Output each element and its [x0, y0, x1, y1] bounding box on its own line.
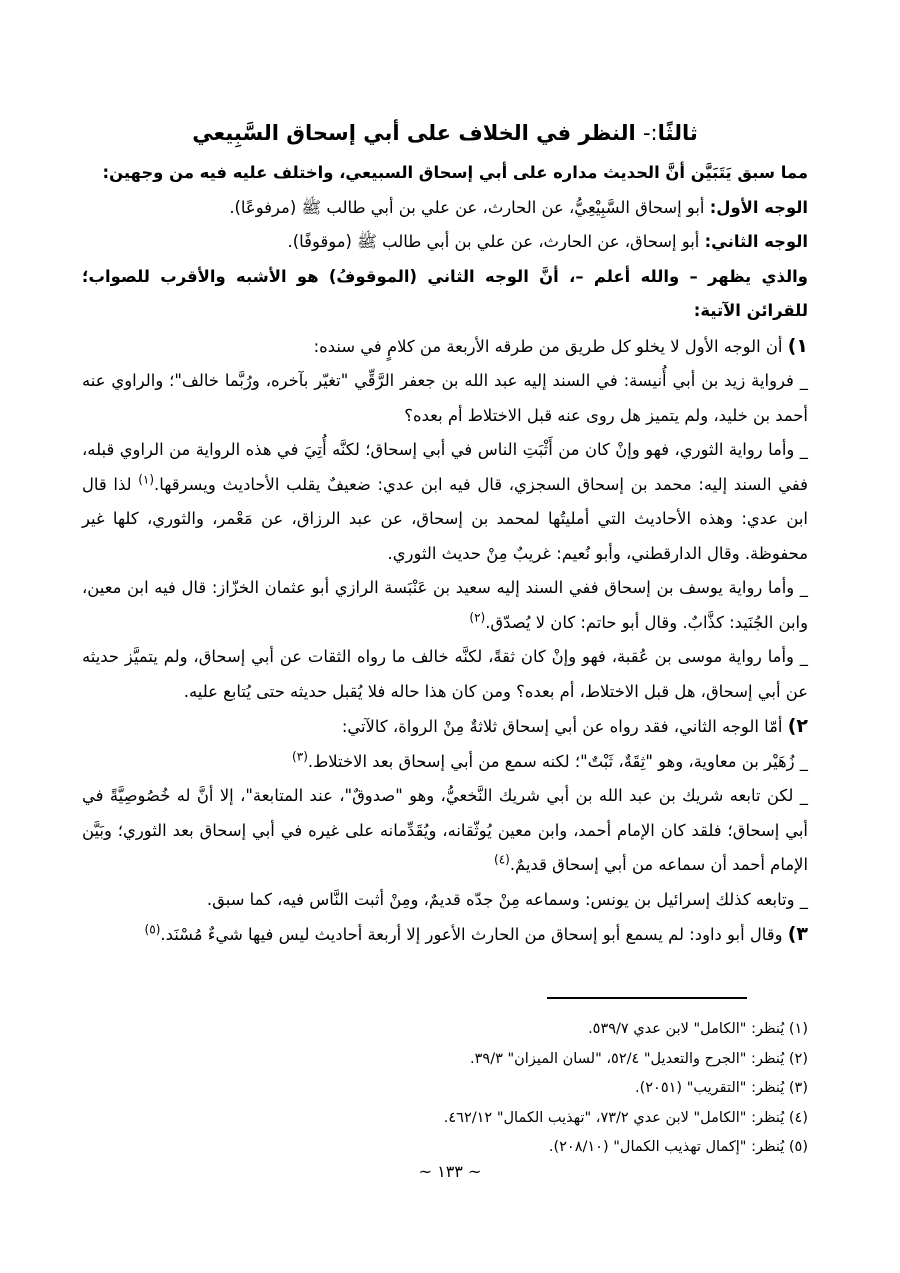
sharik-text: _ لكن تابعه شريك بن عبد الله بن أبي شريك النَّخعيُّ، وهو "صدوقٌ"، عند المتابعة"، إلا أنَّ له خُصُوصِيَّةً في أبي إسحاق؛ فلقد كان الإمام أحمد، وابن معين يُوثّقانه، ويُقَدِّمانه على غيره في أبي إسحاق بعد الثوري؛ وبَيَّن الإمام أحمد أن سماعه من أبي إسحاق قديمٌ. [82, 786, 808, 874]
footnote-ref-5[interactable]: (٥) [144, 922, 161, 937]
footnote-ref-4[interactable]: (٤) [494, 852, 510, 867]
item-two-text: أمّا الوجه الثاني، فقد رواه عن أبي إسحاق ثلاثةٌ مِنْ الرواة، كالآتي: [341, 717, 788, 736]
thawri-text-continued: لذا قال ابن عدي: وهذه الأحاديث التي أمليتُها لمحمد بن إسحاق، عن عبد الرزاق، عن مَعْمر، والثوري، كلها غير محفوظة. وقال الدارقطني، وأبو نُعيم: غريبٌ مِنْ حديث الثوري. [82, 474, 808, 563]
paragraph-sharik [82, 779, 808, 883]
face-two [82, 225, 808, 260]
yusuf-text: _ وأما رواية يوسف بن إسحاق ففي السند إليه سعيد بن عَنْبَسة الرازي أبو عثمان الخزّاز: قال فيه ابن معين، وابن الجُنَيد: كذَّابٌ. وقال أبو حاتم: كان لا يُصدّق. [82, 578, 808, 632]
footnote: (١) يُنظر: "الكامل" لابن عدي ٥٣٩/٧. [588, 1021, 808, 1037]
paragraph-israil: _ وتابعه كذلك إسرائيل بن يونس: وسماعه مِنْ جدّه قديمٌ، ومِنْ أثبت النَّاس فيه، كما سبق. [206, 889, 808, 909]
zuhair-text: _ زُهَيْر بن معاوية، وهو "ثِقَةٌ، ثَبْتٌ"؛ لكنه سمع من أبي إسحاق بعد الاختلاط. [307, 751, 808, 771]
heading-separator: :- [642, 121, 658, 145]
intro-paragraph: مما سبق يَتَبَيَّن أنَّ الحديث مداره على أبي إسحاق السبيعي، واختلف عليه فيه من وجهين: [102, 163, 808, 182]
footnote: (٢) يُنظر: "الجرح والتعديل" ٥٢/٤، "لسان الميزان" ٣٩/٣. [470, 1050, 808, 1067]
paragraph-musa: _ وأما رواية موسى بن عُقبة، فهو وإنْ كان ثقةً، لكنَّه خالف ما رواه الثقات عن أبي إسحاق، ولم يتميَّز حديثه عن أبي إسحاق، هل قبل الاختلاط، أم بعده؟ ومن كان هذا حاله فلا يُقبل حديثه حتى يُتابع عليه. [82, 647, 808, 701]
item-one-text: أن الوجه الأول لا يخلو كل طريق من طرقه الأربعة من كلامٍ في سنده: [313, 336, 788, 356]
face-one-label: الوجه الأول: [709, 197, 808, 217]
item-three [82, 917, 808, 953]
item-two [82, 709, 808, 745]
heading-main: ثالثًا [657, 121, 698, 145]
footnote-ref-3[interactable]: (٣) [292, 749, 308, 764]
footnote-ref-1[interactable]: (١) [138, 472, 155, 487]
footnotes [108, 1015, 808, 1163]
item-two-number: ٢) [787, 715, 808, 737]
item-three-text: وقال أبو داود: لم يسمع أبو إسحاق من الحارث الأعور إلا أربعة أحاديث ليس فيها شيءٌ مُسْنَد. [160, 925, 788, 944]
face-one [82, 191, 808, 226]
section-heading [82, 116, 808, 150]
paragraph-zuhair [82, 745, 808, 780]
item-one-number: ١) [787, 334, 808, 357]
item-one [82, 329, 808, 365]
face-two-label: الوجه الثاني: [704, 232, 808, 251]
footnote-divider [547, 997, 747, 999]
footnote-ref-2[interactable]: (٢) [469, 610, 486, 625]
heading-title: النظر في الخلاف على أبي إسحاق السَّبِيعي [192, 121, 636, 145]
face-one-text: أبو إسحاق السَّبِيْعِيُّ، عن الحارث، عن علي بن أبي طالب ﷺ (مرفوعًا). [229, 197, 710, 217]
footnote: (٥) يُنظر: "إكمال تهذيب الكمال" (٢٠٨/١٠). [548, 1139, 808, 1155]
footnote: (٣) يُنظر: "التقريب" (٢٠٥١). [634, 1080, 808, 1096]
page-number: ~ ١٣٣ ~ [418, 1162, 482, 1181]
conclusion-paragraph: والذي يظهر – والله أعلم –، أنَّ الوجه الثاني (الموقوفُ) هو الأشبه والأقرب للصواب؛ للقرائن الآتية: [82, 266, 808, 320]
paragraph-yusuf [82, 571, 808, 640]
face-two-text: أبو إسحاق، عن الحارث، عن علي بن أبي طالب ﷺ (موقوفًا). [287, 232, 705, 251]
paragraph-zaid: _ فرواية زيد بن أبي أُنيسة: في السند إليه عبد الله بن جعفر الرَّقِّي "تغيّر بآخره، ورُبَّما خالف"؛ والراوي عنه أحمد بن خليد، ولم يتميز هل روى عنه قبل الاختلاط أم بعده؟ [82, 371, 808, 425]
paragraph-thawri [82, 433, 808, 571]
thawri-text: _ وأما رواية الثوري، فهو وإنْ كان من أَثْبَتِ الناس في أبي إسحاق؛ لكنَّه أُتِيَ في هذه الرواية من الراوي قبله، ففي السند إليه: محمد بن إسحاق السجزي، قال فيه ابن عدي: ضعيفٌ يقلب الأحاديث ويسرقها. [82, 440, 808, 494]
item-three-number: ٣) [787, 923, 808, 945]
footnote: (٤) يُنظر: "الكامل" لابن عدي ٧٣/٢، "تهذيب الكمال" ٤٦٢/١٢. [443, 1109, 808, 1126]
